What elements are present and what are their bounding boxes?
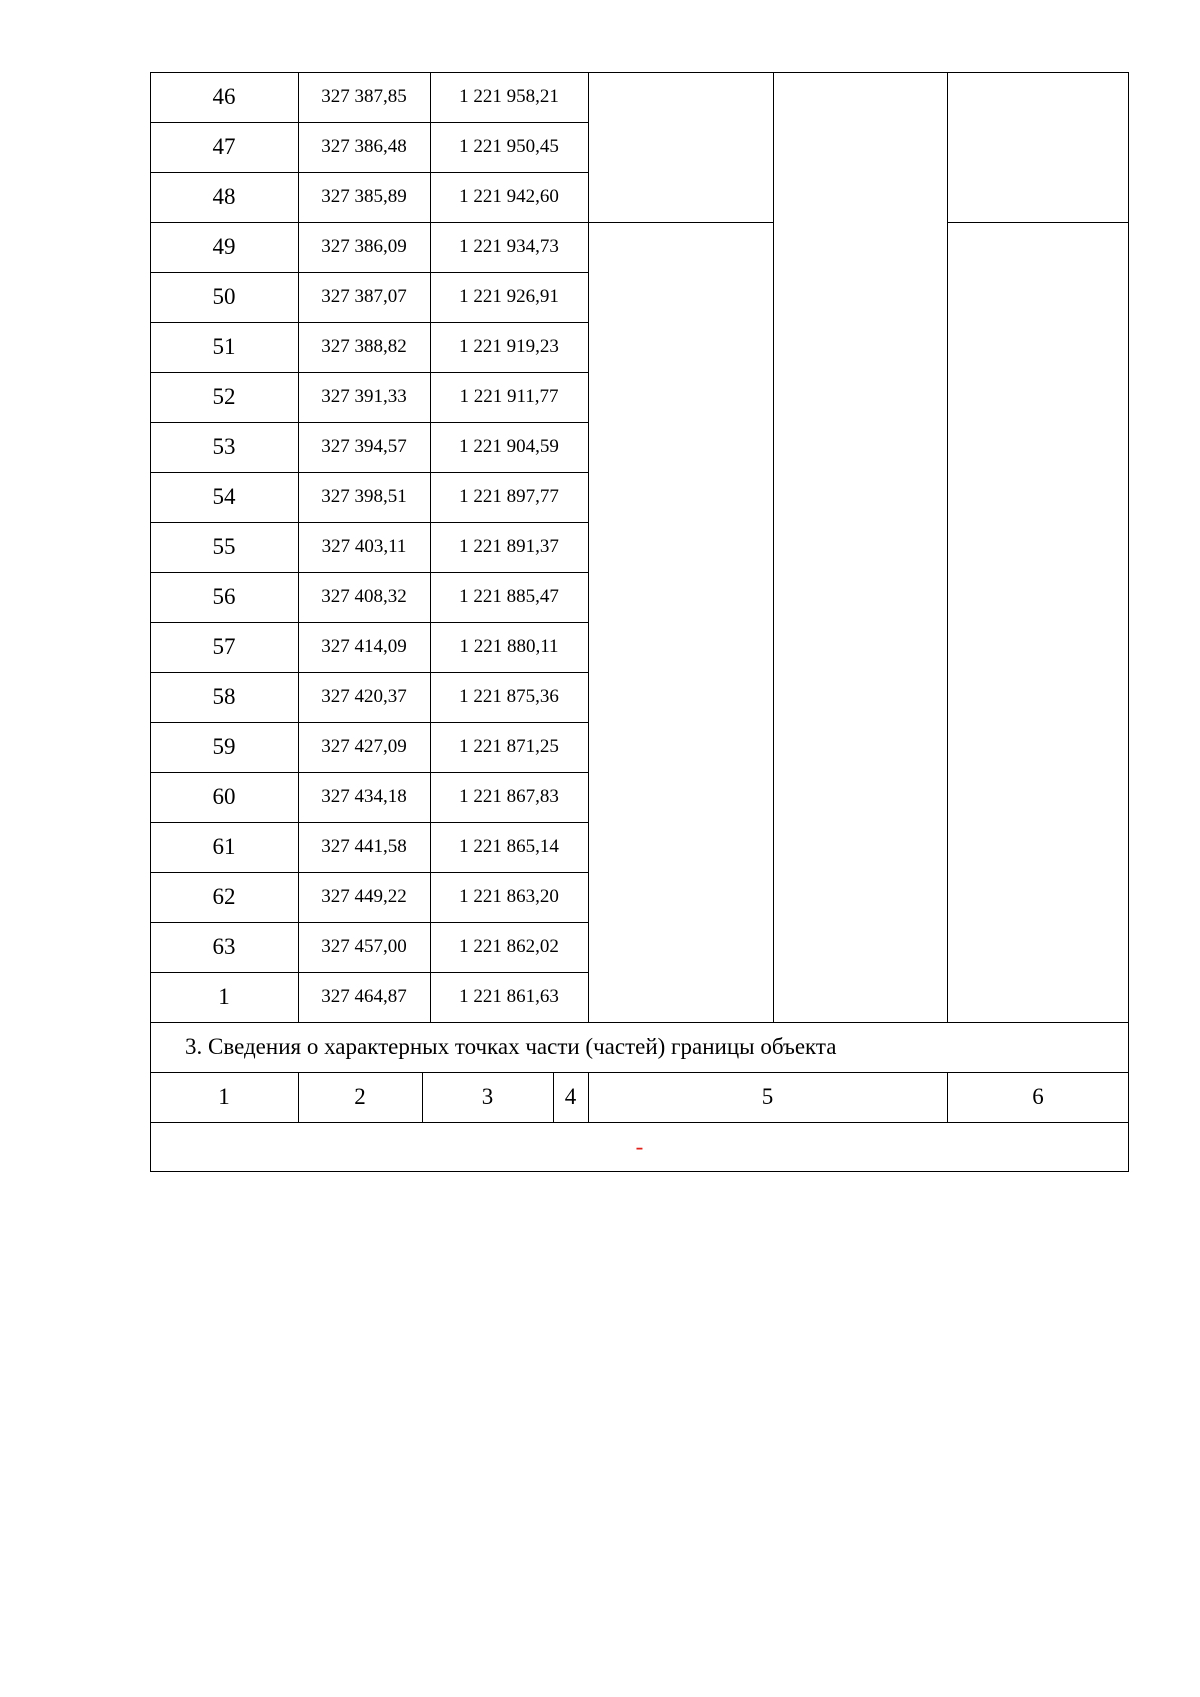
column-number-1: 1 bbox=[218, 1084, 230, 1109]
point-number-cell: 49 bbox=[212, 234, 236, 259]
coordinate-x-cell: 327 388,82 bbox=[321, 336, 407, 357]
coordinate-y-cell: 1 221 904,59 bbox=[459, 436, 559, 457]
point-number-cell: 56 bbox=[212, 584, 236, 609]
section-3-title: 3. Сведения о характерных точках части (частей) границы объекта bbox=[185, 1034, 837, 1059]
point-number-cell: 46 bbox=[212, 84, 236, 109]
point-number-cell: 59 bbox=[212, 734, 236, 759]
coordinate-x-cell: 327 386,09 bbox=[321, 236, 407, 257]
coordinate-x-cell: 327 391,33 bbox=[321, 386, 407, 407]
coordinate-x-cell: 327 387,85 bbox=[321, 86, 407, 107]
coordinate-y-cell: 1 221 867,83 bbox=[459, 786, 559, 807]
no-data-marker: - bbox=[635, 1134, 644, 1159]
coordinate-y-cell: 1 221 865,14 bbox=[459, 836, 559, 857]
point-number-cell: 1 bbox=[218, 984, 230, 1009]
point-number-cell: 52 bbox=[212, 384, 236, 409]
coordinate-y-cell: 1 221 919,23 bbox=[459, 336, 559, 357]
coordinate-x-cell: 327 434,18 bbox=[321, 786, 407, 807]
coordinate-y-cell: 1 221 897,77 bbox=[459, 486, 559, 507]
column-divider bbox=[773, 72, 774, 1022]
point-number-cell: 50 bbox=[212, 284, 236, 309]
coordinate-y-cell: 1 221 862,02 bbox=[459, 936, 559, 957]
point-number-cell: 55 bbox=[212, 534, 236, 559]
coordinate-x-cell: 327 386,48 bbox=[321, 136, 407, 157]
point-number-cell: 57 bbox=[212, 634, 236, 659]
coordinate-x-cell: 327 385,89 bbox=[321, 186, 407, 207]
coordinate-x-cell: 327 403,11 bbox=[321, 536, 407, 557]
column-number-5: 5 bbox=[761, 1084, 774, 1109]
coordinate-x-cell: 327 449,22 bbox=[321, 886, 407, 907]
point-number-cell: 51 bbox=[212, 334, 236, 359]
merged-block-divider bbox=[588, 222, 773, 223]
coordinate-y-cell: 1 221 875,36 bbox=[459, 686, 559, 707]
coordinate-y-cell: 1 221 863,20 bbox=[459, 886, 559, 907]
column-number-4: 4 bbox=[564, 1084, 577, 1109]
column-divider bbox=[588, 72, 589, 1022]
point-number-cell: 60 bbox=[212, 784, 236, 809]
coordinate-y-cell: 1 221 885,47 bbox=[459, 586, 559, 607]
coordinate-x-cell: 327 398,51 bbox=[321, 486, 407, 507]
column-number-3: 3 bbox=[481, 1084, 494, 1109]
coordinate-y-cell: 1 221 891,37 bbox=[459, 536, 559, 557]
point-number-cell: 54 bbox=[212, 484, 236, 509]
coordinate-x-cell: 327 441,58 bbox=[321, 836, 407, 857]
point-number-cell: 62 bbox=[212, 884, 236, 909]
point-number-cell: 48 bbox=[212, 184, 236, 209]
column-number-2: 2 bbox=[354, 1084, 366, 1109]
point-number-cell: 61 bbox=[212, 834, 236, 859]
coordinate-y-cell: 1 221 958,21 bbox=[459, 86, 559, 107]
column-number-6: 6 bbox=[1032, 1084, 1044, 1109]
coordinate-x-cell: 327 414,09 bbox=[321, 636, 407, 657]
point-number-cell: 47 bbox=[212, 134, 236, 159]
coordinate-x-cell: 327 408,32 bbox=[321, 586, 407, 607]
coordinate-x-cell: 327 420,37 bbox=[321, 686, 407, 707]
coordinate-y-cell: 1 221 911,77 bbox=[459, 386, 559, 407]
merged-block-divider bbox=[947, 222, 1129, 223]
coordinate-x-cell: 327 394,57 bbox=[321, 436, 407, 457]
column-divider bbox=[947, 72, 948, 1022]
coordinate-y-cell: 1 221 926,91 bbox=[459, 286, 559, 307]
coordinate-x-cell: 327 464,87 bbox=[321, 986, 407, 1007]
coordinate-y-cell: 1 221 950,45 bbox=[459, 136, 559, 157]
coordinate-y-cell: 1 221 861,63 bbox=[459, 986, 559, 1007]
point-number-cell: 53 bbox=[212, 434, 236, 459]
coordinate-y-cell: 1 221 871,25 bbox=[459, 736, 559, 757]
coordinate-x-cell: 327 427,09 bbox=[321, 736, 407, 757]
point-number-cell: 58 bbox=[212, 684, 236, 709]
coordinate-y-cell: 1 221 880,11 bbox=[459, 636, 559, 657]
point-number-cell: 63 bbox=[212, 934, 236, 959]
coordinate-x-cell: 327 387,07 bbox=[321, 286, 407, 307]
coordinate-x-cell: 327 457,00 bbox=[321, 936, 407, 957]
coordinate-y-cell: 1 221 934,73 bbox=[459, 236, 559, 257]
coordinate-y-cell: 1 221 942,60 bbox=[459, 186, 559, 207]
boundary-points-sheet bbox=[150, 72, 1129, 1172]
